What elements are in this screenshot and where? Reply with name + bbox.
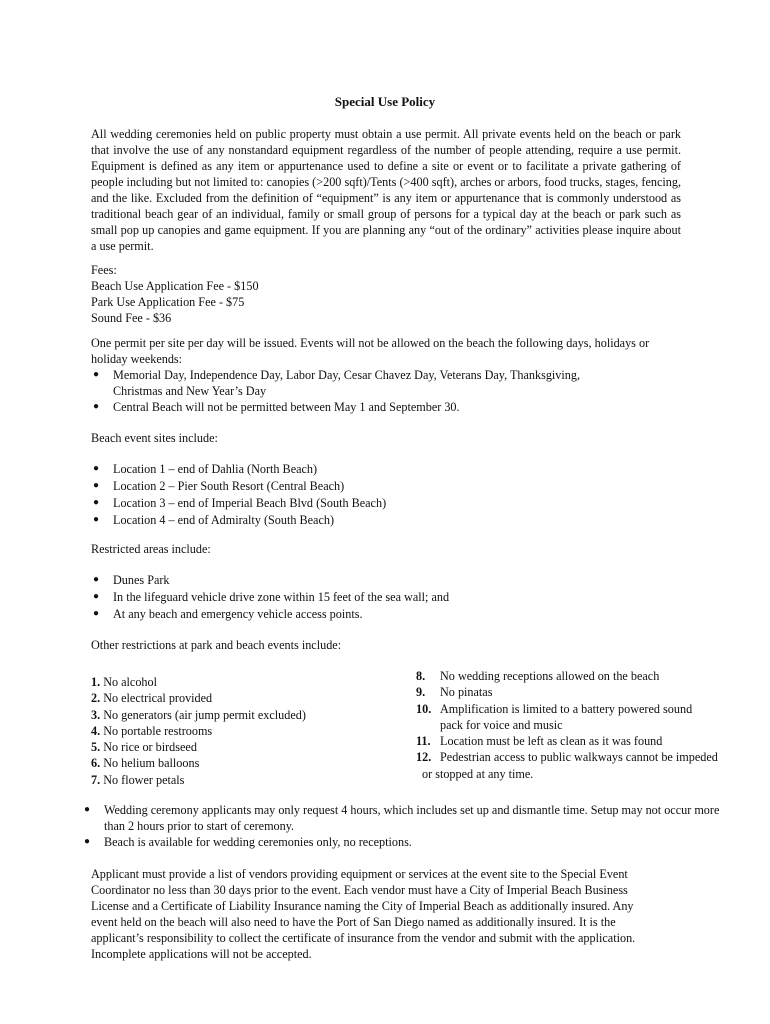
list-item: ● Location 1 – end of Dahlia (North Beach) <box>92 462 318 476</box>
list-item: 5. No rice or birdseed <box>91 740 197 755</box>
list-item: 10. Amplification is limited to a battery powered sound <box>416 701 693 716</box>
ceremony-list <box>82 802 722 851</box>
fee-beach: Beach Use Application Fee - $150 <box>91 279 259 293</box>
sites-list <box>91 461 681 529</box>
list-item: ● Central Beach will not be permitted between May 1 and September 30. <box>92 400 460 414</box>
list-item: ● Location 3 – end of Imperial Beach Blvd (South Beach) <box>92 496 387 510</box>
list-item: ● Memorial Day, Independence Day, Labor Day, Cesar Chavez Day, Veterans Day, Thanksgiving, Christmas and New Year’s Day <box>92 368 581 398</box>
list-item: 9. No pinatas <box>416 685 493 700</box>
bullet-icon: ● <box>92 608 100 619</box>
list-item: 7. No flower petals <box>91 772 185 787</box>
list-item: ● Dunes Park <box>92 573 170 587</box>
fees-heading: Fees: <box>91 263 117 277</box>
page-title: Special Use Policy <box>334 94 436 109</box>
list-item: 4. No portable restrooms <box>91 723 213 738</box>
list-item: ● In the lifeguard vehicle drive zone within 15 feet of the sea wall; and <box>92 590 450 604</box>
list-item: ● Wedding ceremony applicants may only request 4 hours, which includes set up and dismantle time. Setup may not occur more than 2 hours prior to start of ceremony. <box>83 803 720 833</box>
other-heading: Other restrictions at park and beach events include: <box>91 638 342 652</box>
vendor-paragraph: Applicant must provide a list of vendors providing equipment or services at the event site to the Special Event Coordinator no less than 30 days prior to the event. Each vendor must have a City of Imperial Beach Business License and a Certificate of Liability Insurance naming the City of Imperial Beach as additionally insured. Any event held on the beach will also need to have the Port of San Diego named as additionally insured. It is the applicant’s responsibility to collect the certificate of insurance from the vendor and submit with the application. Incomplete applications will not be accepted. <box>91 867 636 961</box>
list-item: 2. No electrical provided <box>91 691 213 706</box>
permit-paragraph: One permit per site per day will be issued. Events will not be allowed on the beach the following days, holidays or holiday weekends: <box>91 336 650 366</box>
bullet-icon: ● <box>92 480 100 491</box>
list-item: 8. No wedding receptions allowed on the beach <box>416 669 660 683</box>
fees-section <box>91 262 681 326</box>
bullet-icon: ● <box>92 514 100 525</box>
holiday-list <box>91 367 611 416</box>
bullet-icon: ● <box>92 463 100 474</box>
intro-paragraph: All wedding ceremonies held on public property must obtain a use permit. All private events held on the beach or park that involve the use of any nonstandard equipment regardless of the number of people attending, require a use permit. Equipment is defined as any item or appurtenance used to define a site or event or to facilitate a private gathering of people including but not limited to: canopies (>200 sqft)/Tents (>400 sqft), arches or arbors, food trucks, stages, fencing, and the like. Excluded from the definition of “equipment” is any item or appurtenance that is commonly understood as traditional beach gear of an individual, family or small group of persons for a typical day at the beach or park such as small pop up canopies and game equipment. If you are planning any “out of the ordinary” activities please inquire about a use permit. <box>91 127 681 253</box>
fee-park: Park Use Application Fee - $75 <box>91 295 245 309</box>
bullet-icon: ● <box>83 804 91 815</box>
restricted-heading: Restricted areas include: <box>91 542 211 556</box>
list-item: ● Location 4 – end of Admiralty (South Beach) <box>92 513 335 527</box>
bullet-icon: ● <box>92 369 100 380</box>
bullet-icon: ● <box>92 497 100 508</box>
restrictions-right-list <box>416 668 718 782</box>
bullet-icon: ● <box>92 574 100 585</box>
restrictions-left-list <box>91 674 306 788</box>
list-item: 3. No generators (air jump permit excluded) <box>91 707 306 722</box>
restricted-list <box>91 572 681 623</box>
list-item: ● At any beach and emergency vehicle access points. <box>92 607 363 621</box>
bullet-icon: ● <box>92 591 100 602</box>
list-item: 12. Pedestrian access to public walkways cannot be impeded <box>416 750 718 765</box>
list-item: 1. No alcohol <box>91 675 158 689</box>
list-item-continuation: pack for voice and music <box>440 717 563 732</box>
list-item: ● Beach is available for wedding ceremonies only, no receptions. <box>83 835 412 849</box>
list-item: 11. Location must be left as clean as it was found <box>416 734 663 749</box>
list-item-continuation: or stopped at any time. <box>422 766 534 781</box>
bullet-icon: ● <box>92 401 100 412</box>
list-item: 6. No helium balloons <box>91 756 200 771</box>
bullet-icon: ● <box>83 836 91 847</box>
sites-heading: Beach event sites include: <box>91 431 218 445</box>
fee-sound: Sound Fee - $36 <box>91 311 172 325</box>
list-item: ● Location 2 – Pier South Resort (Central Beach) <box>92 479 345 493</box>
